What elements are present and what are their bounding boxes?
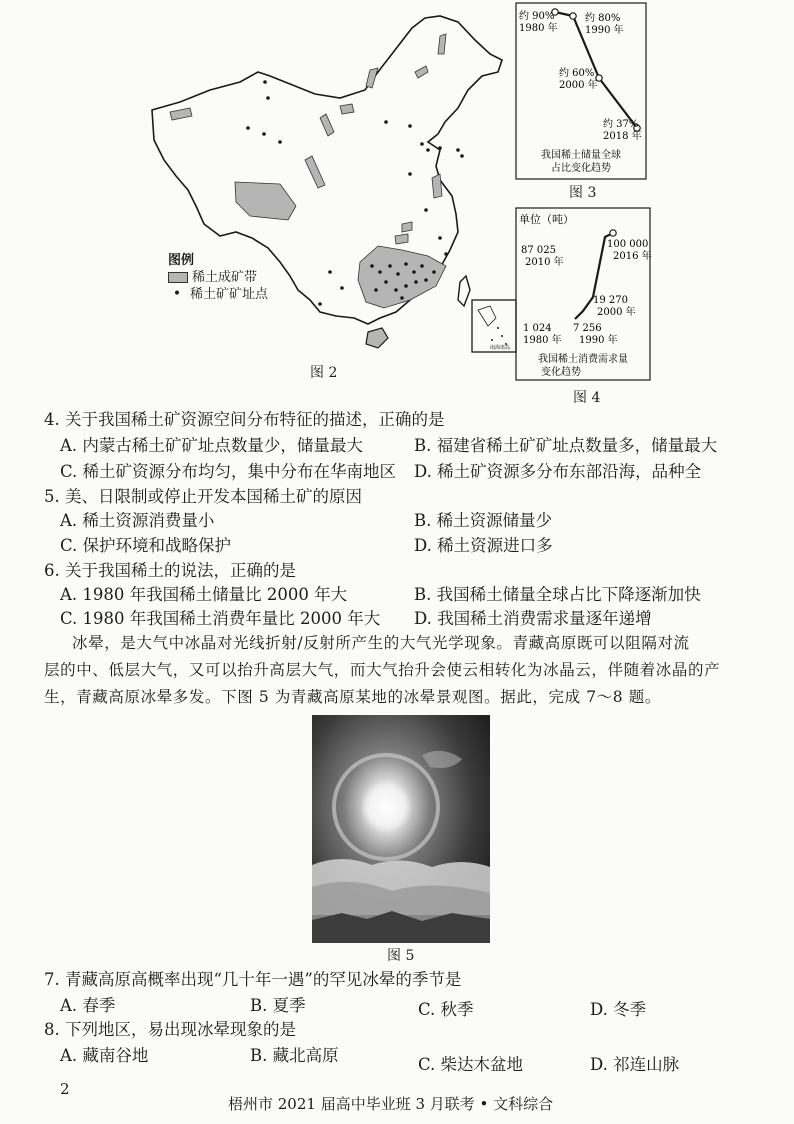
q4-stem: 4. 关于我国稀土矿资源空间分布特征的描述，正确的是 (44, 410, 445, 429)
q5-option-d[interactable]: D. 稀土资源进口多 (414, 536, 553, 555)
f3-year-1990: 1990 年 (585, 25, 624, 36)
footer-title: 梧州市 2021 届高中毕业班 3 月联考 • 文科综合 (228, 1095, 554, 1113)
page-number: 2 (60, 1080, 70, 1098)
q7-option-c[interactable]: C. 秋季 (418, 1000, 474, 1019)
f3-year-2018: 2018 年 (603, 131, 642, 142)
f4-box-title-1: 我国稀土消费需求量 (538, 354, 628, 365)
passage-line-1: 冰晕，是大气中冰晶对光线折射/反射所产生的大气光学现象。青藏高原既可以阻隔对流 (72, 634, 690, 652)
passage-line-3: 生，青藏高原冰晕多发。下图 5 为青藏高原某地的冰晕景观图。据此，完成 7～8 题。 (44, 688, 661, 706)
f3-pct-2018: 约 37% (603, 119, 639, 130)
f4-year-1980: 1980 年 (523, 335, 562, 346)
figure-2-caption: 图 2 (310, 365, 338, 381)
legend-site-row (168, 286, 268, 303)
hainan-outline (366, 328, 388, 348)
f4-value-2000: 19 270 (593, 295, 628, 306)
q7-option-a[interactable]: A. 春季 (60, 996, 116, 1015)
f4-year-2010: 2010 年 (525, 257, 564, 268)
f3-pct-2000: 约 60% (559, 68, 595, 79)
q8-option-b[interactable]: B. 藏北高原 (250, 1046, 339, 1065)
q8-option-d[interactable]: D. 祁连山脉 (590, 1055, 680, 1074)
q7-stem: 7. 青藏高原高概率出现“几十年一遇”的罕见冰晕的季节是 (44, 970, 462, 989)
f4-value-1990: 7 256 (573, 323, 602, 334)
q5-option-b[interactable]: B. 稀土资源储量少 (414, 511, 553, 530)
china-map (140, 10, 520, 355)
q6-option-a[interactable]: A. 1980 年我国稀土储量比 2000 年大 (60, 585, 348, 604)
figure-4 (515, 207, 651, 407)
q8-option-a[interactable]: A. 藏南谷地 (60, 1046, 149, 1065)
q7-option-d[interactable]: D. 冬季 (590, 1000, 647, 1019)
f4-value-2010: 87 025 (521, 245, 556, 256)
f4-year-2000-label: 2000 年 (597, 307, 636, 318)
q8-option-c[interactable]: C. 柴达木盆地 (418, 1055, 524, 1074)
f3-year-1980: 1980 年 (519, 23, 558, 34)
q5-option-a[interactable]: A. 稀土资源消费量小 (60, 511, 215, 530)
map-legend (168, 252, 268, 303)
q6-stem: 6. 关于我国稀土的说法，正确的是 (44, 561, 296, 580)
q8-stem: 8. 下列地区，易出现冰晕现象的是 (44, 1020, 296, 1039)
f3-pct-1980: 约 90% (519, 11, 555, 22)
q4-option-d[interactable]: D. 稀土矿资源多分布东部沿海，品种全 (414, 462, 702, 481)
f4-year-2016: 2016 年 (613, 251, 651, 262)
q4-option-c[interactable]: C. 稀土矿资源分布均匀，集中分布在华南地区 (60, 462, 397, 481)
taiwan-outline (458, 276, 470, 306)
q5-option-c[interactable]: C. 保护环境和战略保护 (60, 536, 232, 555)
f3-pct-1990: 约 80% (585, 13, 621, 24)
f3-box-title-1: 我国稀土储量全球 (541, 150, 621, 161)
figure-3-caption: 图 3 (569, 185, 597, 201)
passage-line-2: 层的中、低层大气，又可以抬升高层大气，而大气抬升会使云相转化为冰晶云，伴随着冰晶的产 (44, 661, 721, 679)
f3-year-2000: 2000 年 (559, 80, 598, 91)
q6-option-b[interactable]: B. 我国稀土储量全球占比下降逐渐加快 (414, 585, 701, 604)
q5-stem: 5. 美、日限制或停止开发本国稀土矿的原因 (44, 487, 362, 506)
q4-option-b[interactable]: B. 福建省稀土矿矿址点数量多，储量最大 (414, 436, 718, 455)
figure-5 (312, 715, 490, 964)
figure-4-caption: 图 4 (573, 390, 601, 406)
figure-3-chart (515, 2, 647, 182)
q7-option-b[interactable]: B. 夏季 (250, 996, 306, 1015)
ice-halo-photo (312, 715, 490, 943)
legend-belt-label: 稀土成矿带 (192, 270, 258, 285)
figure-2 (140, 10, 520, 380)
site-dot-icon: • (172, 286, 182, 302)
f3-box-title-2: 占比变化趋势 (551, 163, 611, 174)
figure-3 (515, 2, 647, 202)
inset-label: 南海诸岛 (489, 345, 511, 351)
f4-unit: 单位（吨） (519, 213, 574, 226)
legend-title: 图例 (168, 253, 195, 268)
q4-option-a[interactable]: A. 内蒙古稀土矿矿址点数量少，储量最大 (60, 436, 363, 455)
q6-option-d[interactable]: D. 我国稀土消费需求量逐年递增 (414, 609, 652, 628)
f4-box-title-2: 变化趋势 (541, 367, 581, 378)
figure-5-caption: 图 5 (387, 948, 415, 964)
f4-value-2016: 100 000 (607, 239, 649, 250)
figure-4-chart (515, 207, 651, 383)
f4-value-1980: 1 024 (523, 323, 552, 334)
q6-option-c[interactable]: C. 1980 年我国稀土消费年量比 2000 年大 (60, 609, 381, 628)
belt-swatch-icon (168, 272, 188, 283)
legend-belt-row (168, 269, 268, 286)
legend-site-label: 稀土矿矿址点 (190, 287, 269, 302)
f4-year-1990-label: 1990 年 (579, 335, 618, 346)
